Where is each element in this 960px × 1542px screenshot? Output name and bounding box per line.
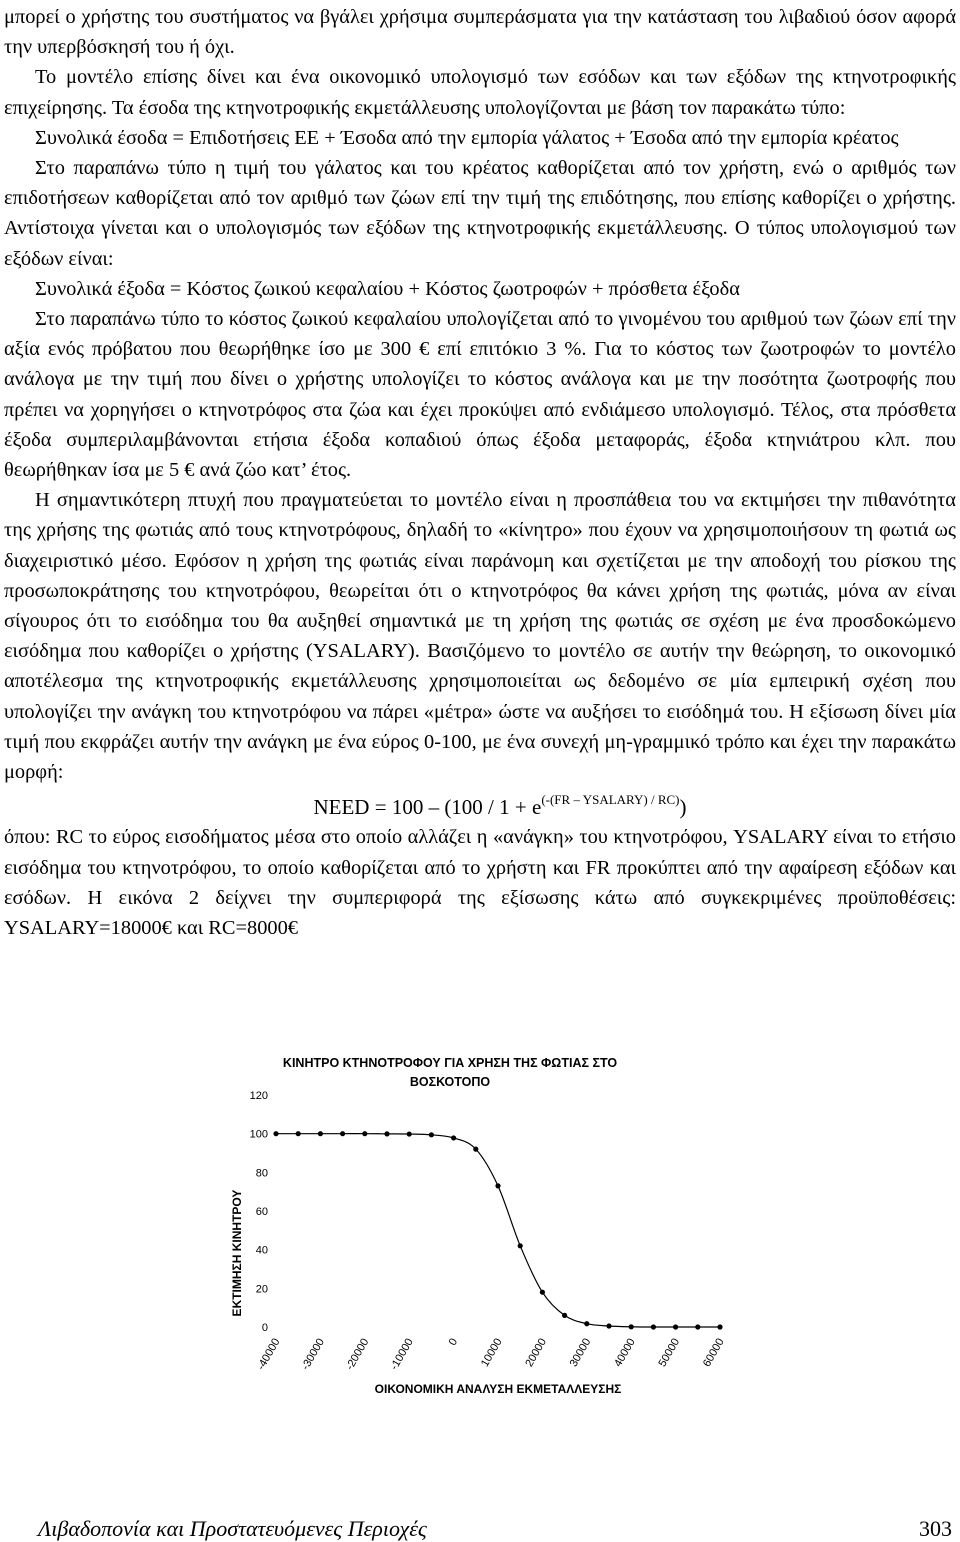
need-equation [4, 787, 956, 822]
data-point [629, 1324, 634, 1329]
x-tick-label: 30000 [567, 1336, 594, 1369]
x-tick-label: -10000 [388, 1336, 416, 1373]
equation-main: NEED = 100 – (100 / 1 + e [313, 795, 542, 820]
equation-close: ) [679, 795, 687, 820]
data-point [717, 1324, 722, 1329]
paragraph: Στο παραπάνω τύπο το κόστος ζωικού κεφαλαίου υπολογίζεται από το γινομένου του αριθμού των ζώων επί την αξία ενός πρόβατου που θεωρήθηκε ίσο με 300 € επί επιτόκιο 3 %. Για το κόστος των ζωοτροφών το μοντέλο ανάλογα με την τιμή που δίνει ο χρήστης υπολογίζει το κόστος ανάλογα και με την ποσότητα ζωοτροφής που πρέπει να χορηγήσει ο κτηνοτρόφος στα ζώα και έχει προκύψει από ενδιάμεσο υπολογισμό. Τέλος, στα πρόσθετα έξοδα συμπεριλαμβάνονται ετήσια έξοδα κοπαδιού όπως έξοδα μεταφοράς, έξοδα κτηνιάτρου κλπ. που θεωρήθηκαν ίσα με 5 € ανά ζώο κατ’ έτος. [4, 308, 956, 482]
x-tick-label: 20000 [523, 1336, 549, 1369]
paragraph: Η σημαντικότερη πτυχή που πραγματεύεται το μοντέλο είναι η προσπάθεια του να εκτιμήσει την πιθανότητα της χρήσης της φωτιάς από τους κτηνοτρόφους, δηλαδή το «κίνητρο» που έχουν να χρησιμοποιήσουν τη φωτιά ως διαχειριστικό μέσο. Εφόσον η χρήση της φωτιάς είναι παράνομη και σχετίζεται με την αποδοχή του ρίσκου της προσωποκράτησης του κτηνοτρόφου, θεωρείται ότι ο κτηνοτρόφος θα κάνει χρήση της φωτιάς, μόνα αν είναι σίγουρος ότι το εισόδημα του θα αυξηθεί σημαντικά με τη χρήση της φωτιάς σε σχέση με ένα προσδοκώμενο εισόδημα που καθορίζει ο χρήστης (YSALARY). Βασιζόμενο το μοντέλο σε αυτήν την θεώρηση, το οικονομικό αποτέλεσμα της κτηνοτροφικής εκμετάλλευσης χρησιμοποιείται ως δεδομένο σε μία εμπειρική σχέση που υπολογίζει την ανάγκη του κτηνοτρόφου να πάρει «μέτρα» ώστε να αυξήσει το εισόδημά του. Η εξίσωση δίνει μία τιμή που εκφράζει αυτήν την ανάγκη με ένα εύρος 0-100, με ένα συνεχή μη-γραμμικό τρόπο και έχει την παρακάτω μορφή: [4, 489, 956, 784]
data-point [429, 1132, 434, 1137]
page-number: 303 [919, 1516, 952, 1541]
x-tick-label: 40000 [612, 1336, 638, 1369]
data-point [562, 1313, 567, 1318]
paragraph: Στο παραπάνω τύπο η τιμή του γάλατος και του κρέατος καθορίζεται από τον χρήστη, ενώ ο αριθμός των επιδοτήσεων καθορίζεται από τον αριθμό των ζώων επί την τιμή της επιδότησης, που επίσης καθορίζει ο χρήστης. Αντίστοιχα γίνεται και ο υπολογισμός των εξόδων της κτηνοτροφικής εκμετάλλευσης. Ο τύπος υπολογισμού των εξόδων είναι: [4, 157, 956, 270]
data-point [695, 1324, 700, 1329]
body-text [4, 2, 956, 943]
paragraph: Το μοντέλο επίσης δίνει και ένα οικονομικό υπολογισμό των εσόδων και των εξόδων της κτηνοτροφικής επιχείρησης. Τα έσοδα της κτηνοτροφικής εκμετάλλευσης υπολογίζονται με βάση τον παρακάτω τύπο: [4, 66, 956, 119]
equation-exponent: (-(FR – YSALARY) / RC) [541, 792, 680, 808]
formula-expenses: Συνολικά έξοδα = Κόστος ζωικού κεφαλαίου + Κόστος ζωοτροφών + πρόσθετα έξοδα [35, 277, 740, 300]
y-tick-label: 120 [249, 1090, 268, 1102]
x-tick-label: 0 [446, 1336, 461, 1348]
x-axis-label: ΟΙΚΟΝΟΜΙΚΗ ΑΝΑΛΥΣΗ ΕΚΜΕΤΑΛΛΕΥΣΗΣ [374, 1382, 622, 1396]
data-point [651, 1324, 656, 1329]
footer-title: Λιβαδοπονία και Προστατευόμενες Περιοχές [38, 1516, 427, 1541]
data-point [518, 1243, 523, 1248]
series-line [276, 1134, 720, 1327]
data-point [362, 1131, 367, 1136]
y-tick-label: 60 [255, 1206, 268, 1218]
data-point [318, 1131, 323, 1136]
x-tick-label: 50000 [656, 1336, 683, 1369]
chart-svg [220, 1043, 740, 1403]
x-tick-label: -30000 [299, 1336, 327, 1373]
data-point [340, 1131, 345, 1136]
y-tick-label: 40 [255, 1244, 268, 1257]
data-point [473, 1147, 478, 1152]
y-axis-label: ΕΚΤΙΜΗΣΗ ΚΙΝΗΤΡΟΥ [230, 1189, 244, 1317]
paragraph: μπορεί ο χρήστης του συστήματος να βγάλει χρήσιμα συμπεράσματα για την κατάσταση του λιβαδιού όσον αφορά την υπερβόσκησή του ή όχι. [4, 6, 956, 59]
chart-title: ΚΙΝΗΤΡΟ ΚΤΗΝΟΤΡΟΦΟΥ ΓΙΑ ΧΡΗΣΗ ΤΗΣ ΦΩΤΙΑΣ ΣΤΟ [282, 1056, 618, 1070]
y-tick-label: 80 [255, 1167, 268, 1180]
y-tick-label: 20 [255, 1283, 268, 1296]
data-point [540, 1290, 545, 1295]
page-footer [38, 1516, 956, 1542]
x-tick-label: -40000 [255, 1336, 283, 1373]
data-point [495, 1183, 500, 1188]
data-point [673, 1324, 678, 1329]
data-point [384, 1131, 389, 1136]
data-point [451, 1135, 456, 1140]
paragraph: όπου: RC το εύρος εισοδήματος μέσα στο οποίο αλλάζει η «ανάγκη» του κτηνοτρόφου, YSALARY είναι το ετήσιο εισόδημα του κτηνοτρόφου, το οποίο καθορίζεται από το χρήστη και FR προκύπτει από την αφαίρεση εξόδων και εσόδων. Η εικόνα 2 δείχνει την συμπεριφορά της εξίσωσης κάτω από συγκεκριμένες προϋποθέσεις: YSALARY=18000€ και RC=8000€ [4, 826, 956, 940]
data-point [273, 1131, 278, 1136]
x-tick-label: 60000 [700, 1336, 727, 1369]
data-point [407, 1131, 412, 1136]
chart-title: ΒΟΣΚΟΤΟΠΟ [409, 1075, 491, 1089]
x-tick-label: 10000 [478, 1336, 505, 1369]
x-tick-label: -20000 [343, 1336, 372, 1373]
data-point [296, 1131, 301, 1136]
y-tick-label: 0 [261, 1322, 268, 1334]
data-point [606, 1323, 611, 1328]
data-point [584, 1321, 589, 1326]
formula-income: Συνολικά έσοδα = Επιδοτήσεις ΕΕ + Έσοδα από την εμπορία γάλατος + Έσοδα από την εμπορία κρέατος [35, 126, 899, 149]
incentive-chart [220, 1043, 740, 1403]
y-tick-label: 100 [249, 1128, 268, 1141]
